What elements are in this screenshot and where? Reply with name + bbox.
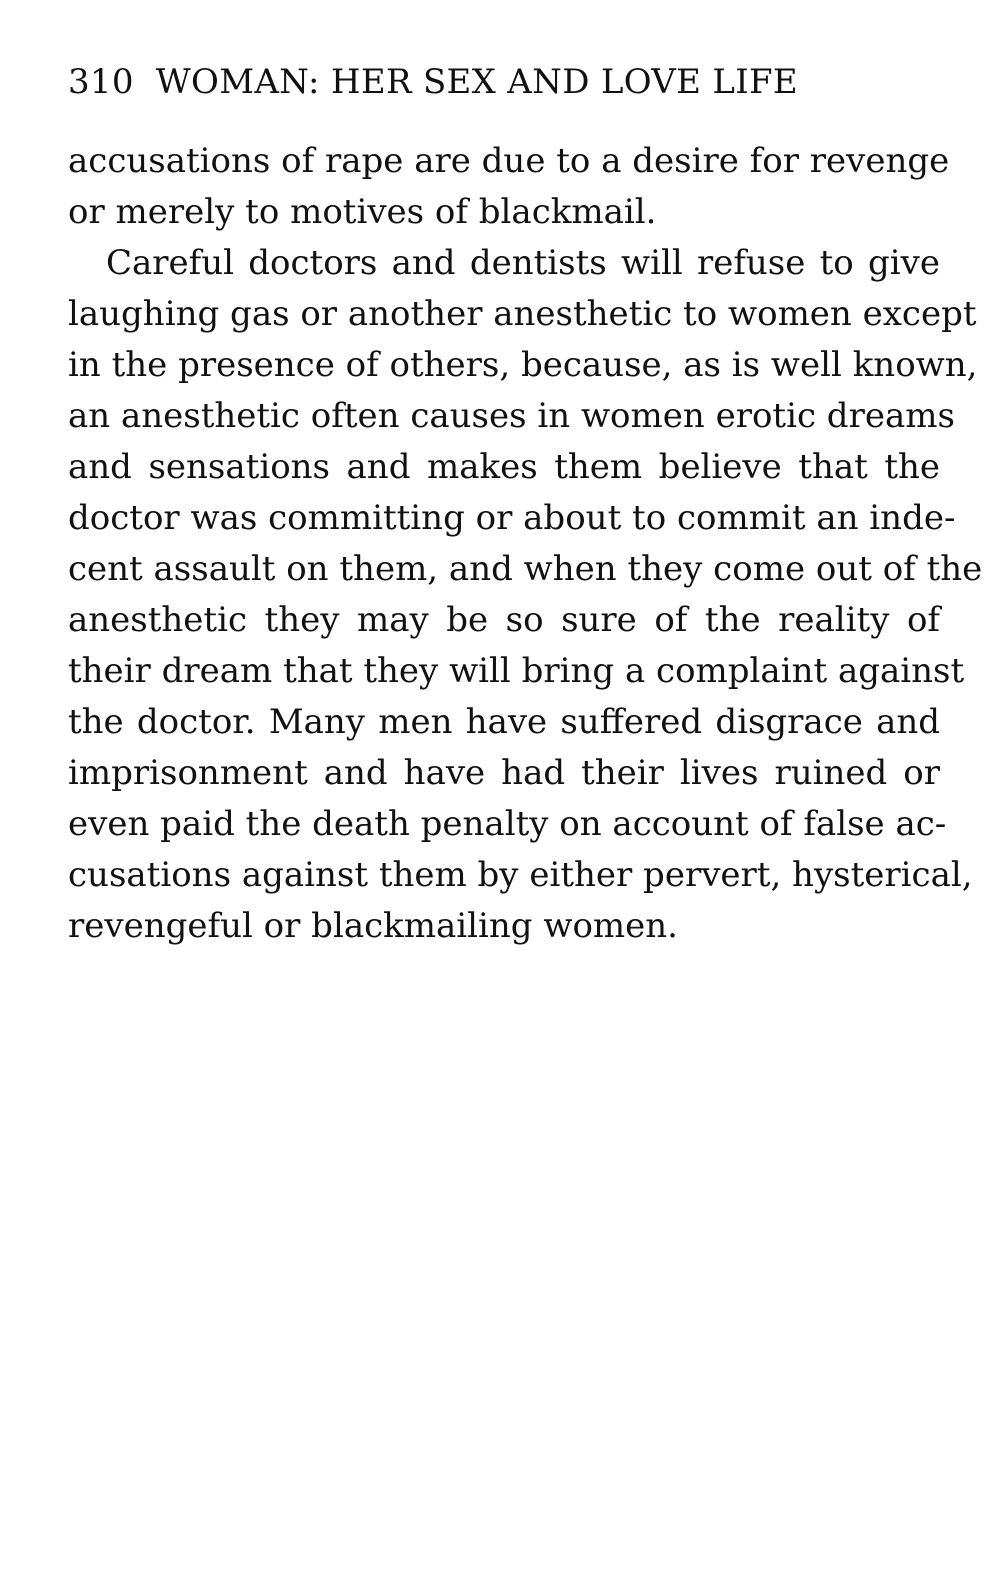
text-line: even paid the death penalty on account of false ac-	[68, 804, 947, 844]
text-line: laughing gas or another anesthetic to women except	[68, 294, 977, 334]
text-line: an anesthetic often causes in women erotic dreams	[68, 396, 955, 436]
text-line: and sensations and makes them believe that the	[68, 447, 940, 487]
text-line: in the presence of others, because, as is well known,	[68, 345, 978, 385]
text-line: or merely to motives of blackmail.	[68, 192, 657, 232]
page-header	[68, 60, 940, 104]
page-number: 310	[68, 62, 134, 102]
text-line: cent assault on them, and when they come out of the	[68, 549, 983, 589]
text-line: cusations against them by either pervert, hysterical,	[68, 855, 973, 895]
text-line: their dream that they will bring a complaint against	[68, 651, 965, 691]
text-line: revengeful or blackmailing women.	[68, 906, 678, 946]
body-text	[68, 136, 983, 952]
text-line: doctor was committing or about to commit an inde-	[68, 498, 956, 538]
paragraph-start-line: Careful doctors and dentists will refuse to give	[106, 243, 940, 283]
text-line: imprisonment and have had their lives ruined or	[68, 753, 940, 793]
running-title: WOMAN: HER SEX AND LOVE LIFE	[155, 62, 799, 102]
text-line: the doctor. Many men have suffered disgrace and	[68, 702, 940, 742]
text-line: anesthetic they may be so sure of the reality of	[68, 600, 940, 640]
text-line: accusations of rape are due to a desire for revenge	[68, 141, 950, 181]
